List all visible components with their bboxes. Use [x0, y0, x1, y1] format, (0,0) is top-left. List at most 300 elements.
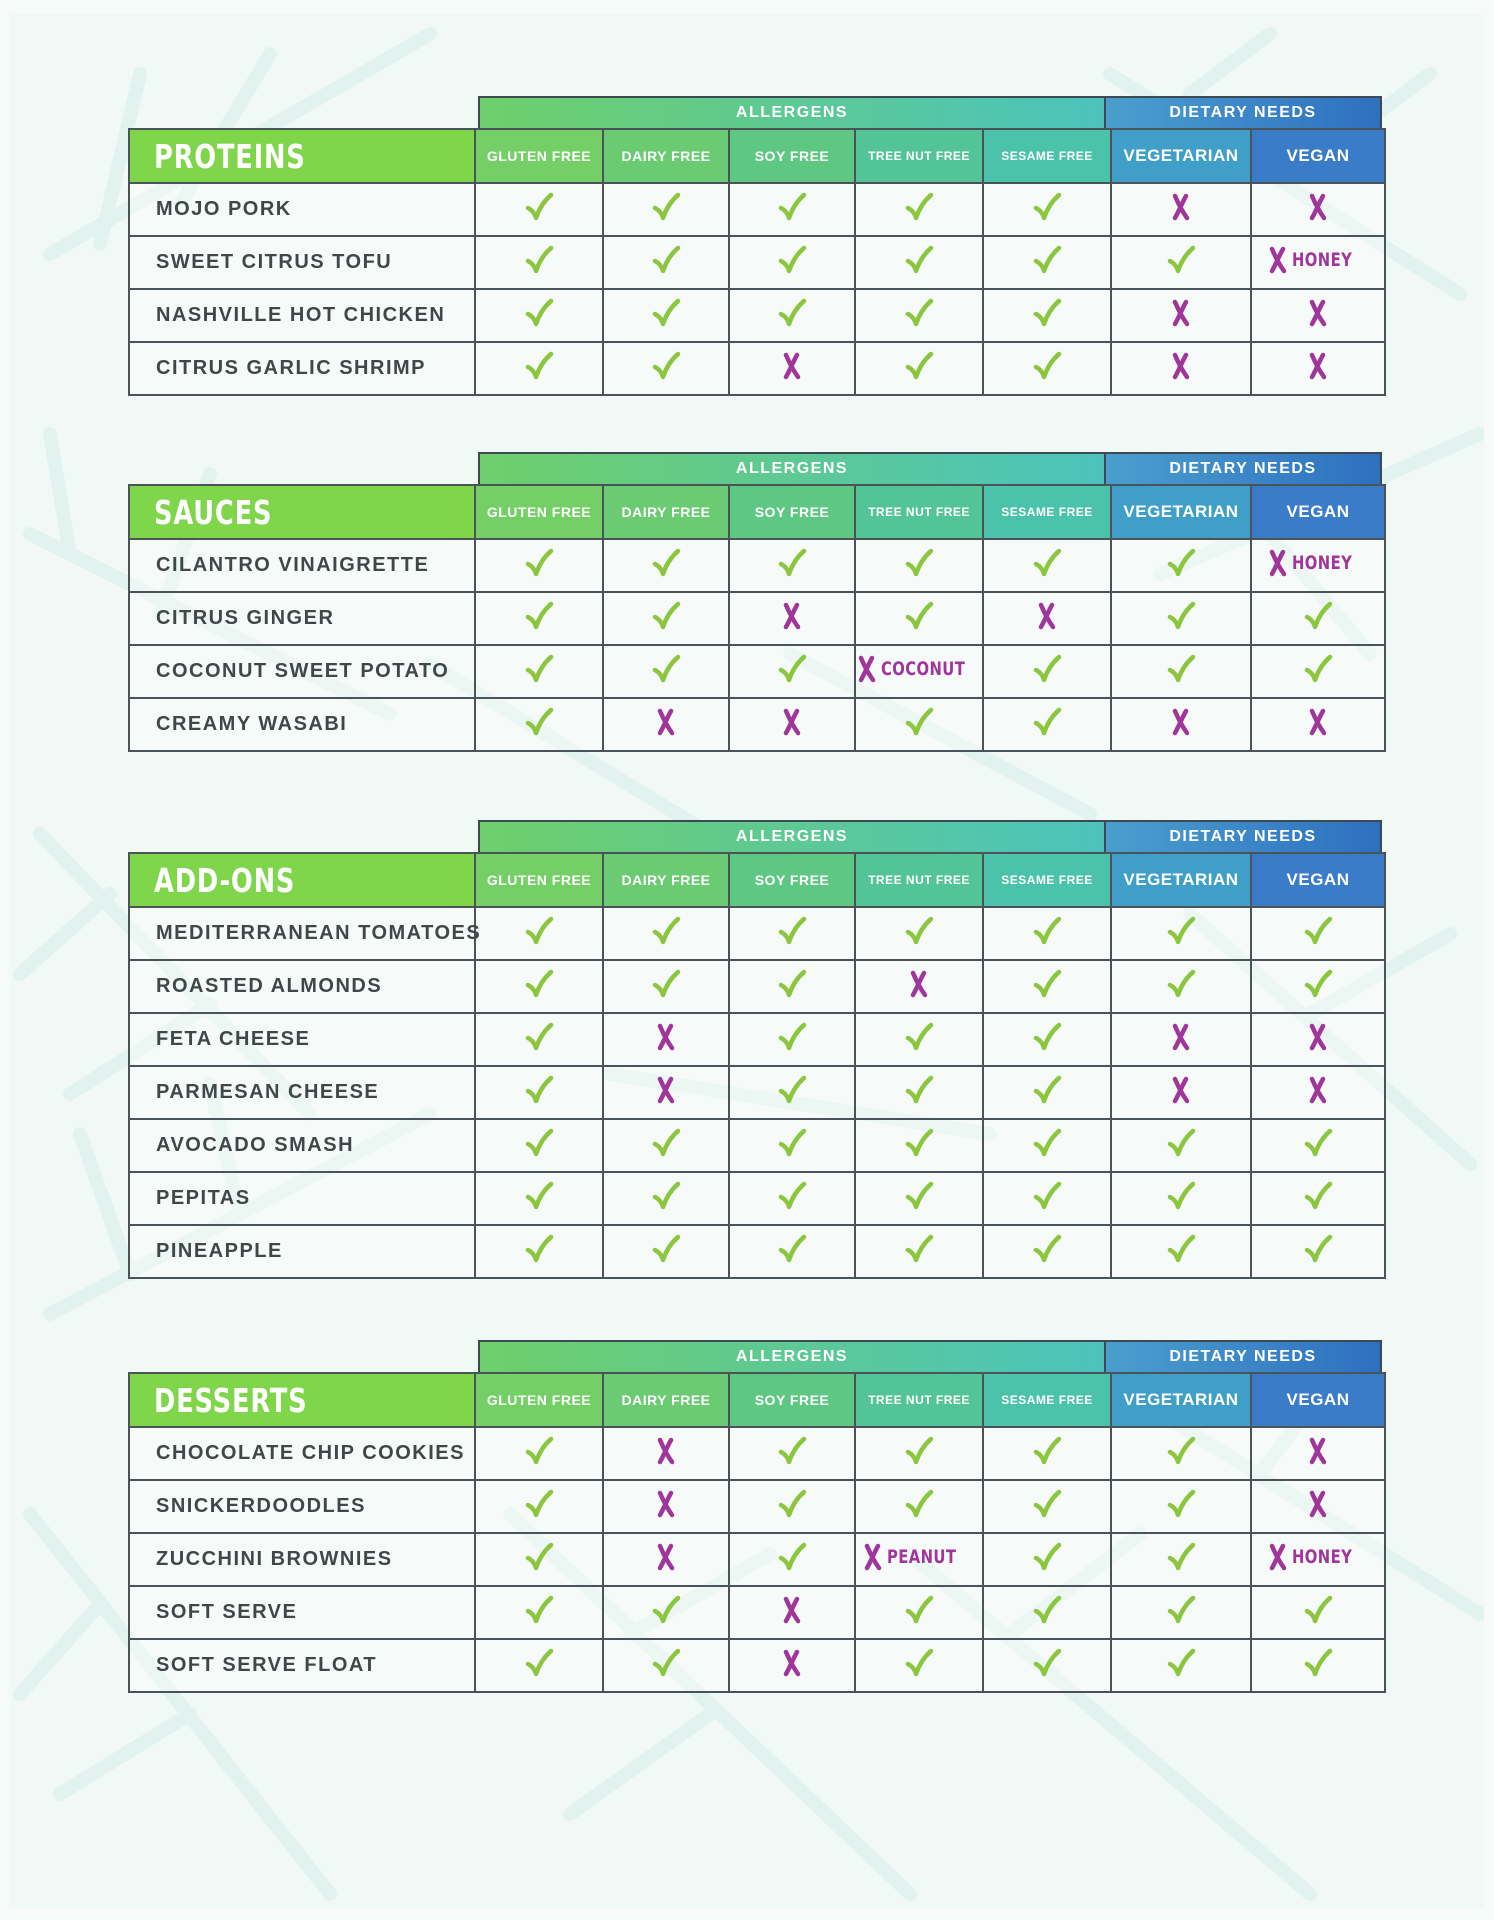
cell-soy-free: [729, 539, 855, 592]
allowed-mark: [1032, 1022, 1062, 1052]
check-icon: [777, 654, 807, 684]
cell-tree-nut-free: [855, 698, 983, 751]
column-header-vegan: VEGAN: [1251, 485, 1385, 539]
cell-soy-free: [729, 592, 855, 645]
cross-icon: [908, 970, 930, 998]
cell-dairy-free: [603, 1172, 729, 1225]
cell-vegetarian: [1111, 289, 1251, 342]
cell-vegetarian: [1111, 1172, 1251, 1225]
section-add-ons: [128, 820, 1382, 1262]
allowed-mark: [1166, 654, 1196, 684]
check-icon: [651, 298, 681, 328]
not-allowed-mark: [655, 1490, 677, 1518]
column-header-gluten-free: GLUTEN FREE: [475, 853, 603, 907]
cell-sesame-free: [983, 1013, 1111, 1066]
allowed-mark: [1032, 192, 1062, 222]
not-allowed-mark: [1307, 299, 1329, 327]
cell-gluten-free: [475, 960, 603, 1013]
allowed-mark: [1032, 245, 1062, 275]
column-header-vegan: VEGAN: [1251, 853, 1385, 907]
allowed-mark: [1166, 1542, 1196, 1572]
cross-icon: [1267, 246, 1289, 274]
cell-gluten-free: [475, 1480, 603, 1533]
allowed-mark: [1032, 969, 1062, 999]
check-icon: [1303, 601, 1333, 631]
table-header-row: [129, 1373, 1385, 1427]
cell-tree-nut-free: [855, 1066, 983, 1119]
allowed-mark: [904, 351, 934, 381]
allowed-mark: [1166, 916, 1196, 946]
not-allowed-mark: [781, 352, 803, 380]
check-icon: [904, 1181, 934, 1211]
cell-soy-free: [729, 1225, 855, 1278]
cell-tree-nut-free: [855, 1480, 983, 1533]
check-icon: [1166, 1542, 1196, 1572]
cell-vegan: [1251, 1586, 1385, 1639]
not-allowed-mark: [655, 1076, 677, 1104]
cross-icon: [1307, 1490, 1329, 1518]
allowed-mark: [1032, 1436, 1062, 1466]
check-icon: [1032, 1128, 1062, 1158]
allowed-mark: [524, 916, 554, 946]
table-row: [129, 183, 1385, 236]
column-header-soy-free: SOY FREE: [729, 485, 855, 539]
not-allowed-mark: [1267, 1543, 1369, 1571]
allowed-mark: [1303, 654, 1333, 684]
allowed-mark: [1303, 1234, 1333, 1264]
cross-icon: [1267, 1543, 1289, 1571]
check-icon: [1166, 1436, 1196, 1466]
check-icon: [1166, 245, 1196, 275]
check-icon: [904, 192, 934, 222]
check-icon: [904, 298, 934, 328]
cell-vegetarian: [1111, 960, 1251, 1013]
table-row: [129, 1119, 1385, 1172]
not-allowed-mark: [1307, 193, 1329, 221]
allowed-mark: [1303, 1128, 1333, 1158]
allowed-mark: [1032, 548, 1062, 578]
cross-icon: [1307, 1076, 1329, 1104]
allowed-mark: [1032, 1542, 1062, 1572]
table-row: [129, 236, 1385, 289]
allergens-header: ALLERGENS: [478, 452, 1106, 486]
allowed-mark: [1032, 1489, 1062, 1519]
allowed-mark: [777, 1075, 807, 1105]
check-icon: [524, 1075, 554, 1105]
check-icon: [1032, 1648, 1062, 1678]
check-icon: [1303, 1128, 1333, 1158]
allowed-mark: [524, 601, 554, 631]
check-icon: [777, 969, 807, 999]
check-icon: [904, 548, 934, 578]
cell-vegan: [1251, 342, 1385, 395]
cell-dairy-free: [603, 183, 729, 236]
allowed-mark: [1303, 1595, 1333, 1625]
allergen-note: COCONUT: [881, 658, 966, 680]
not-allowed-mark: [862, 1543, 976, 1571]
column-header-sesame-free: SESAME FREE: [983, 485, 1111, 539]
check-icon: [1032, 916, 1062, 946]
not-allowed-mark: [1267, 246, 1369, 274]
not-allowed-mark: [655, 1437, 677, 1465]
not-allowed-mark: [908, 970, 930, 998]
allowed-mark: [524, 1489, 554, 1519]
item-name: SWEET CITRUS TOFU: [129, 236, 475, 289]
allowed-mark: [1032, 298, 1062, 328]
cell-tree-nut-free: [855, 236, 983, 289]
cell-dairy-free: [603, 539, 729, 592]
cell-soy-free: [729, 183, 855, 236]
cell-soy-free: [729, 1013, 855, 1066]
cell-tree-nut-free: [855, 183, 983, 236]
check-icon: [524, 548, 554, 578]
cross-icon: [1170, 708, 1192, 736]
cross-icon: [1170, 1076, 1192, 1104]
check-icon: [1303, 969, 1333, 999]
check-icon: [1303, 654, 1333, 684]
allowed-mark: [1166, 1128, 1196, 1158]
table-row: [129, 289, 1385, 342]
check-icon: [524, 601, 554, 631]
cell-soy-free: [729, 1172, 855, 1225]
allowed-mark: [904, 548, 934, 578]
allowed-mark: [904, 1128, 934, 1158]
table-row: [129, 1066, 1385, 1119]
cell-soy-free: [729, 1119, 855, 1172]
cell-sesame-free: [983, 289, 1111, 342]
table-row: [129, 592, 1385, 645]
allowed-mark: [651, 916, 681, 946]
check-icon: [904, 1234, 934, 1264]
cell-vegetarian: [1111, 1533, 1251, 1586]
cell-sesame-free: [983, 1119, 1111, 1172]
cell-sesame-free: [983, 907, 1111, 960]
check-icon: [1032, 245, 1062, 275]
cell-gluten-free: [475, 907, 603, 960]
allowed-mark: [524, 1181, 554, 1211]
not-allowed-mark: [1307, 708, 1329, 736]
cell-sesame-free: [983, 1533, 1111, 1586]
cell-vegetarian: [1111, 1119, 1251, 1172]
section-title: [129, 853, 475, 907]
allowed-mark: [904, 192, 934, 222]
allowed-mark: [1032, 654, 1062, 684]
item-name: AVOCADO SMASH: [129, 1119, 475, 1172]
allowed-mark: [1032, 916, 1062, 946]
check-icon: [1032, 1542, 1062, 1572]
allergens-header: ALLERGENS: [478, 1340, 1106, 1374]
allowed-mark: [777, 1436, 807, 1466]
not-allowed-mark: [1307, 1076, 1329, 1104]
column-header-dairy-free: DAIRY FREE: [603, 1373, 729, 1427]
section-title-text: DESSERTS: [154, 1380, 308, 1420]
item-name: FETA CHEESE: [129, 1013, 475, 1066]
item-name: PEPITAS: [129, 1172, 475, 1225]
check-icon: [651, 245, 681, 275]
cell-soy-free: [729, 1427, 855, 1480]
table-header-row: [129, 485, 1385, 539]
allowed-mark: [777, 192, 807, 222]
cell-tree-nut-free: [855, 960, 983, 1013]
allowed-mark: [651, 548, 681, 578]
allowed-mark: [1303, 1648, 1333, 1678]
allowed-mark: [651, 245, 681, 275]
cross-icon: [781, 352, 803, 380]
allergen-table: [128, 128, 1386, 396]
cross-icon: [655, 1437, 677, 1465]
column-header-gluten-free: GLUTEN FREE: [475, 129, 603, 183]
allowed-mark: [777, 298, 807, 328]
column-header-tree-nut-free: TREE NUT FREE: [855, 485, 983, 539]
check-icon: [777, 1075, 807, 1105]
not-allowed-mark: [1170, 1023, 1192, 1051]
cell-dairy-free: [603, 1480, 729, 1533]
check-icon: [524, 1542, 554, 1572]
cell-vegetarian: [1111, 1066, 1251, 1119]
cell-gluten-free: [475, 1225, 603, 1278]
check-icon: [651, 351, 681, 381]
column-header-dairy-free: DAIRY FREE: [603, 853, 729, 907]
column-header-dairy-free: DAIRY FREE: [603, 485, 729, 539]
check-icon: [904, 601, 934, 631]
cell-vegan: [1251, 1639, 1385, 1692]
cell-soy-free: [729, 1480, 855, 1533]
allergen-table: [128, 1372, 1386, 1693]
check-icon: [777, 1022, 807, 1052]
allowed-mark: [1032, 707, 1062, 737]
allowed-mark: [651, 1595, 681, 1625]
check-icon: [777, 1436, 807, 1466]
cross-icon: [1170, 299, 1192, 327]
cell-vegan: [1251, 1119, 1385, 1172]
check-icon: [524, 1128, 554, 1158]
allowed-mark: [651, 192, 681, 222]
allergen-note: HONEY: [1291, 552, 1353, 574]
cross-icon: [655, 1076, 677, 1104]
cell-vegetarian: [1111, 1639, 1251, 1692]
allowed-mark: [1166, 1436, 1196, 1466]
allowed-mark: [1166, 1181, 1196, 1211]
cell-sesame-free: [983, 539, 1111, 592]
allowed-mark: [904, 245, 934, 275]
check-icon: [1166, 1181, 1196, 1211]
check-icon: [1166, 969, 1196, 999]
item-name: PINEAPPLE: [129, 1225, 475, 1278]
cross-icon: [781, 1596, 803, 1624]
table-row: [129, 645, 1385, 698]
check-icon: [777, 1128, 807, 1158]
check-icon: [777, 298, 807, 328]
allowed-mark: [1032, 1075, 1062, 1105]
section-title: [129, 129, 475, 183]
item-name: ROASTED ALMONDS: [129, 960, 475, 1013]
check-icon: [651, 1181, 681, 1211]
cell-sesame-free: [983, 342, 1111, 395]
item-name: PARMESAN CHEESE: [129, 1066, 475, 1119]
allowed-mark: [524, 707, 554, 737]
allowed-mark: [651, 351, 681, 381]
cell-vegan: [1251, 960, 1385, 1013]
not-allowed-mark: [655, 708, 677, 736]
check-icon: [1032, 1075, 1062, 1105]
allowed-mark: [524, 1128, 554, 1158]
item-name: SOFT SERVE: [129, 1586, 475, 1639]
allowed-mark: [904, 1234, 934, 1264]
allowed-mark: [904, 916, 934, 946]
cell-vegetarian: [1111, 592, 1251, 645]
allowed-mark: [1166, 245, 1196, 275]
column-header-sesame-free: SESAME FREE: [983, 853, 1111, 907]
cell-gluten-free: [475, 183, 603, 236]
check-icon: [1166, 1128, 1196, 1158]
check-icon: [651, 601, 681, 631]
not-allowed-mark: [1036, 602, 1058, 630]
column-header-vegetarian: VEGETARIAN: [1111, 485, 1251, 539]
not-allowed-mark: [781, 708, 803, 736]
check-icon: [524, 1234, 554, 1264]
cell-tree-nut-free: [855, 1586, 983, 1639]
cell-dairy-free: [603, 1119, 729, 1172]
check-icon: [1032, 707, 1062, 737]
check-icon: [1032, 969, 1062, 999]
allowed-mark: [1166, 1648, 1196, 1678]
allowed-mark: [777, 1489, 807, 1519]
allowed-mark: [524, 969, 554, 999]
check-icon: [1166, 1234, 1196, 1264]
cell-sesame-free: [983, 1172, 1111, 1225]
allowed-mark: [1166, 969, 1196, 999]
cell-soy-free: [729, 1066, 855, 1119]
check-icon: [1032, 351, 1062, 381]
check-icon: [1303, 1181, 1333, 1211]
cell-dairy-free: [603, 1225, 729, 1278]
allowed-mark: [777, 1022, 807, 1052]
column-header-vegan: VEGAN: [1251, 1373, 1385, 1427]
allergens-header: ALLERGENS: [478, 820, 1106, 854]
not-allowed-mark: [856, 655, 989, 683]
allowed-mark: [524, 192, 554, 222]
not-allowed-mark: [781, 602, 803, 630]
allowed-mark: [777, 916, 807, 946]
cell-soy-free: [729, 645, 855, 698]
not-allowed-mark: [1307, 1023, 1329, 1051]
check-icon: [1166, 601, 1196, 631]
cell-soy-free: [729, 236, 855, 289]
cell-gluten-free: [475, 592, 603, 645]
allowed-mark: [904, 1489, 934, 1519]
cell-soy-free: [729, 907, 855, 960]
allowed-mark: [904, 1436, 934, 1466]
cell-vegan: [1251, 645, 1385, 698]
check-icon: [1032, 1234, 1062, 1264]
cell-sesame-free: [983, 236, 1111, 289]
allowed-mark: [524, 245, 554, 275]
cell-vegan: [1251, 698, 1385, 751]
check-icon: [524, 1648, 554, 1678]
allowed-mark: [651, 1128, 681, 1158]
allergen-chart-page: [10, 14, 1484, 1908]
check-icon: [904, 245, 934, 275]
check-icon: [651, 969, 681, 999]
check-icon: [651, 192, 681, 222]
cell-dairy-free: [603, 1066, 729, 1119]
cell-tree-nut-free: [855, 592, 983, 645]
allowed-mark: [524, 1075, 554, 1105]
cross-icon: [1036, 602, 1058, 630]
cross-icon: [862, 1543, 884, 1571]
cell-gluten-free: [475, 289, 603, 342]
section-title-text: SAUCES: [154, 492, 273, 532]
cell-soy-free: [729, 1533, 855, 1586]
cross-icon: [1307, 1023, 1329, 1051]
check-icon: [1032, 1489, 1062, 1519]
allergen-note: PEANUT: [887, 1546, 957, 1568]
allowed-mark: [651, 1648, 681, 1678]
cell-vegetarian: [1111, 1013, 1251, 1066]
column-header-sesame-free: SESAME FREE: [983, 1373, 1111, 1427]
cell-gluten-free: [475, 539, 603, 592]
cell-vegetarian: [1111, 907, 1251, 960]
dietary-needs-header: DIETARY NEEDS: [1104, 1340, 1382, 1374]
cell-gluten-free: [475, 1639, 603, 1692]
cell-tree-nut-free: [855, 907, 983, 960]
allowed-mark: [1303, 601, 1333, 631]
cross-icon: [1307, 1437, 1329, 1465]
allowed-mark: [524, 1022, 554, 1052]
allowed-mark: [1166, 548, 1196, 578]
allowed-mark: [651, 601, 681, 631]
allowed-mark: [1032, 1595, 1062, 1625]
check-icon: [1032, 654, 1062, 684]
check-icon: [651, 1595, 681, 1625]
allowed-mark: [777, 548, 807, 578]
check-icon: [1166, 1648, 1196, 1678]
cell-vegan: [1251, 1172, 1385, 1225]
allowed-mark: [904, 1595, 934, 1625]
check-icon: [524, 969, 554, 999]
cell-soy-free: [729, 289, 855, 342]
check-icon: [1166, 916, 1196, 946]
check-icon: [904, 1128, 934, 1158]
check-icon: [651, 548, 681, 578]
check-icon: [524, 1595, 554, 1625]
cell-dairy-free: [603, 645, 729, 698]
table-row: [129, 539, 1385, 592]
cross-icon: [1307, 193, 1329, 221]
cell-dairy-free: [603, 907, 729, 960]
item-name: MEDITERRANEAN TOMATOES: [129, 907, 475, 960]
table-row: [129, 698, 1385, 751]
check-icon: [1303, 1234, 1333, 1264]
allowed-mark: [524, 1648, 554, 1678]
cell-sesame-free: [983, 1480, 1111, 1533]
allowed-mark: [777, 1128, 807, 1158]
cell-tree-nut-free: [855, 1533, 983, 1586]
cross-icon: [1170, 1023, 1192, 1051]
check-icon: [651, 654, 681, 684]
cell-gluten-free: [475, 342, 603, 395]
cell-soy-free: [729, 342, 855, 395]
cell-tree-nut-free: [855, 1427, 983, 1480]
check-icon: [1032, 1595, 1062, 1625]
cell-tree-nut-free: [855, 1013, 983, 1066]
table-row: [129, 1225, 1385, 1278]
check-icon: [524, 1022, 554, 1052]
cell-vegetarian: [1111, 1225, 1251, 1278]
not-allowed-mark: [1170, 1076, 1192, 1104]
cell-vegan: [1251, 236, 1385, 289]
check-icon: [904, 707, 934, 737]
